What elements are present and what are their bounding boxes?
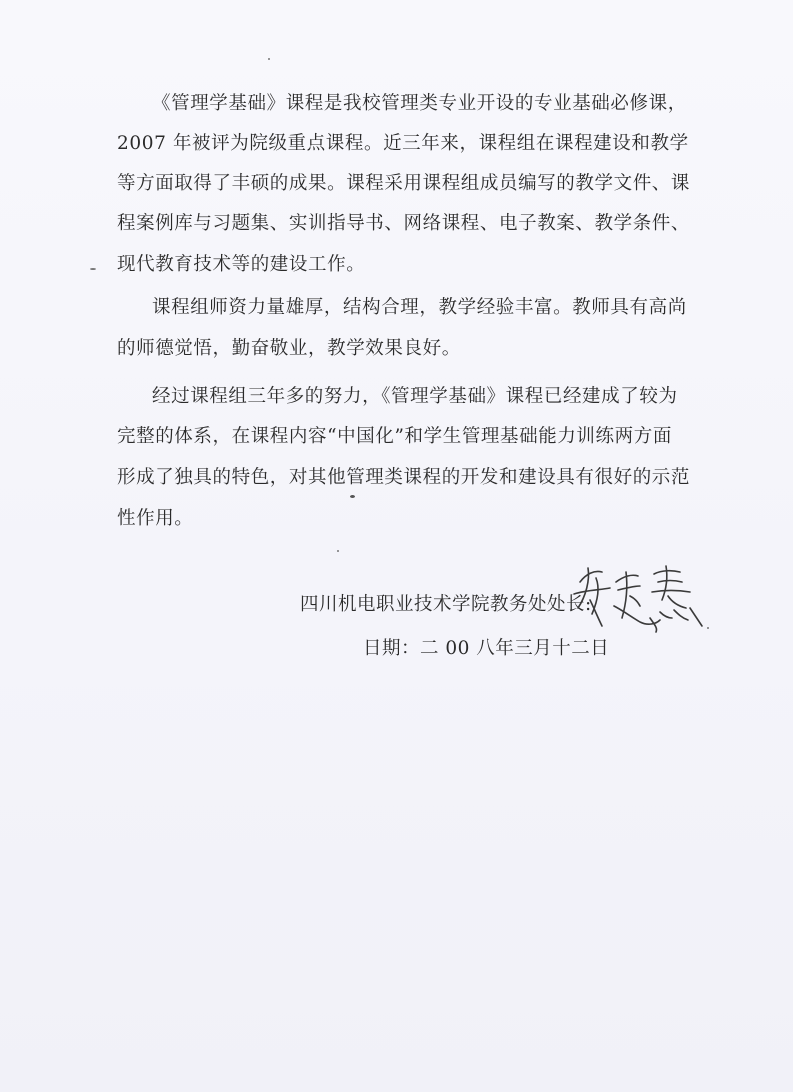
paragraph-1-line-5: 现代教育技术等的建设工作。 — [117, 254, 366, 275]
scan-speck — [90, 268, 96, 270]
scan-speck — [350, 495, 355, 498]
paragraph-1-line-1: 《管理学基础》课程是我校管理类专业开设的专业基础必修课， — [152, 93, 687, 114]
scan-speck — [268, 58, 270, 60]
paragraph-3-line-1: 经过课程组三年多的努力，《管理学基础》课程已经建成了较为 — [152, 386, 678, 407]
signatory-title: 四川机电职业技术学院教务处处长: — [300, 594, 592, 615]
paragraph-2-line-1: 课程组师资力量雄厚，结构合理，教学经验丰富。教师具有高尚 — [152, 297, 687, 318]
paragraph-1-line-4: 程案例库与习题集、实训指导书、网络课程、电子教案、教学条件、 — [117, 213, 691, 234]
paragraph-3-line-3: 形成了独具的特色，对其他管理类课程的开发和建设具有很好的示范 — [117, 467, 691, 488]
handwritten-signature — [568, 560, 718, 640]
date-line: 日期：二 00 八年三月十二日 — [363, 638, 610, 659]
scan-speck — [707, 627, 709, 629]
paragraph-3-line-4: 性作用。 — [117, 508, 194, 529]
paragraph-1-line-3: 等方面取得了丰硕的成果。课程采用课程组成员编写的教学文件、课 — [117, 173, 691, 194]
paragraph-1-line-2: 2007 年被评为院级重点课程。近三年来，课程组在课程建设和教学 — [117, 133, 689, 154]
paragraph-2-line-2: 的师德觉悟，勤奋敬业，教学效果良好。 — [117, 338, 461, 359]
paragraph-3-line-2: 完整的体系，在课程内容“中国化”和学生管理基础能力训练两方面 — [117, 426, 672, 447]
scan-speck — [337, 550, 339, 552]
